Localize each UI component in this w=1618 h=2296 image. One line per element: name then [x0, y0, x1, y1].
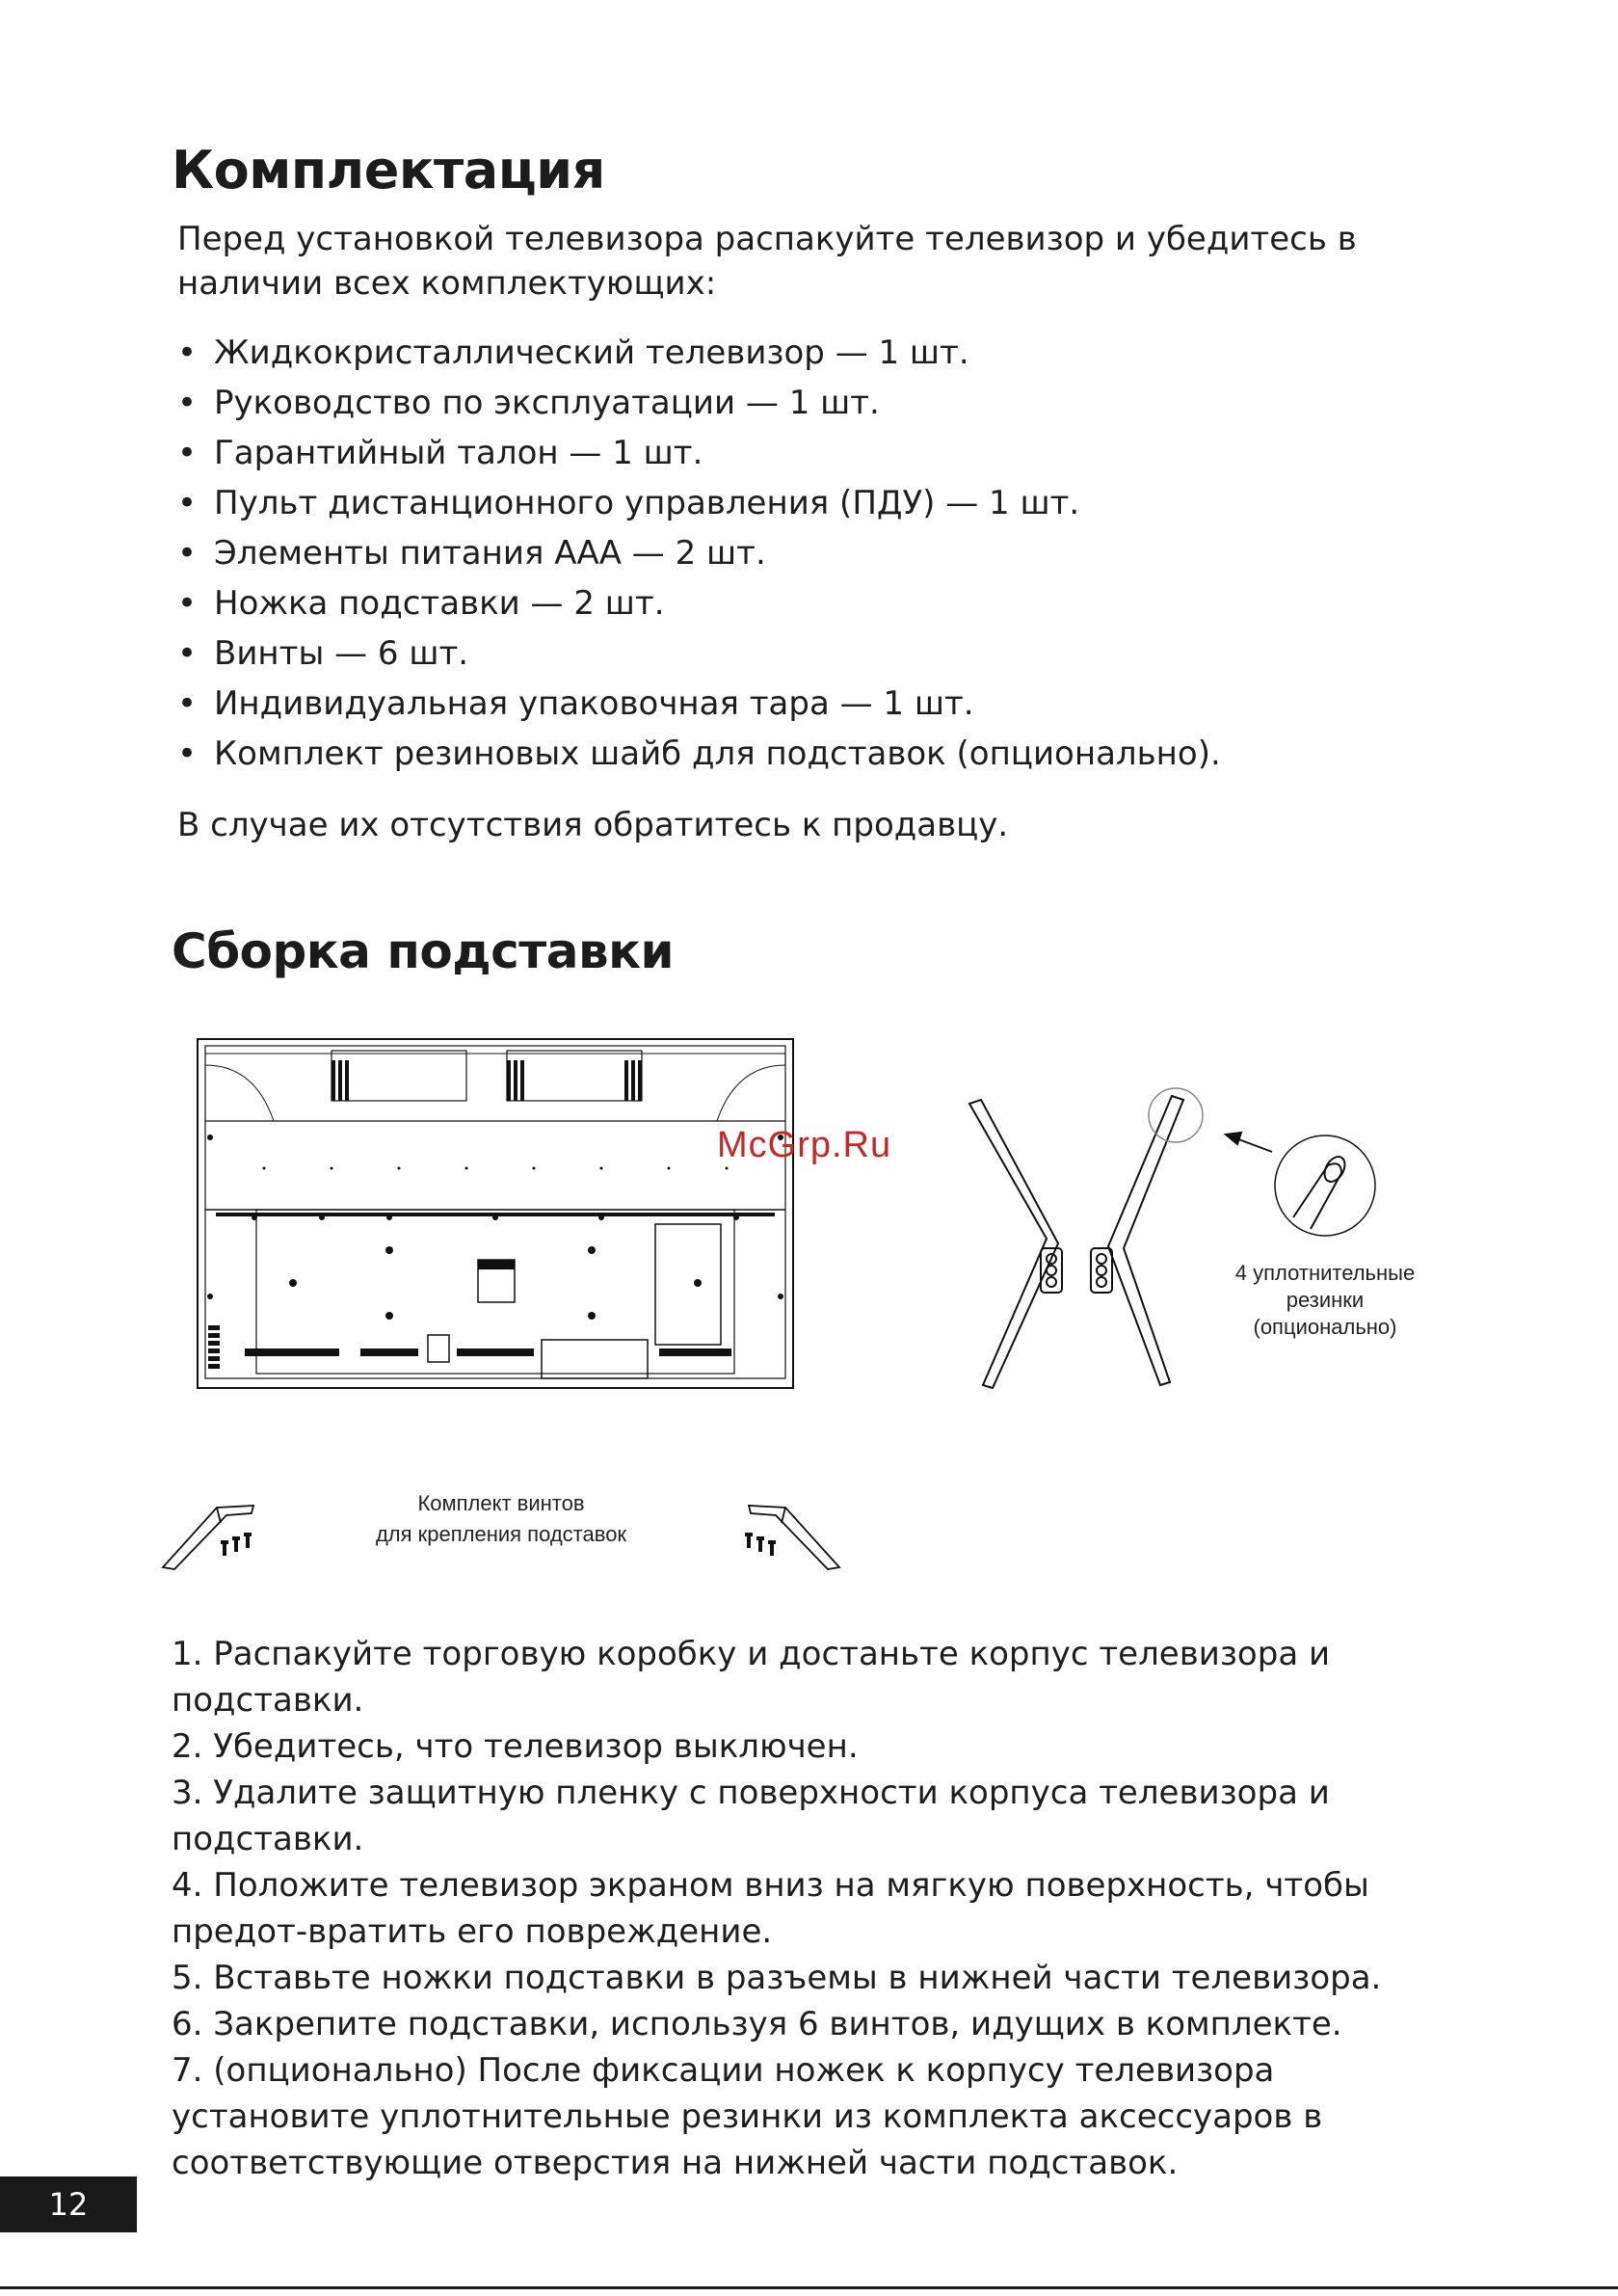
- step-item: 1. Распакуйте торговую коробку и достаньте корпус телевизора и подставки.: [172, 1635, 1331, 1720]
- list-item: • Элементы питания ААА — 2 шт.: [177, 528, 1221, 578]
- page-number: 12: [0, 2176, 137, 2232]
- bullet: •: [177, 634, 198, 673]
- screw-set-left-illustration: [159, 1494, 265, 1571]
- screw-set-right-illustration: [737, 1494, 845, 1571]
- stand-legs-illustration: [954, 1084, 1388, 1398]
- step-item: 5. Вставьте ножки подставки в разъемы в нижней части телевизора.: [172, 1959, 1382, 1997]
- step-item: 6. Закрепите подставки, используя 6 винтов, идущих в комплекте.: [172, 2005, 1342, 2043]
- bottom-rule: [0, 2286, 1618, 2289]
- list-item: • Комплект резиновых шайб для подставок (опционально).: [177, 729, 1221, 779]
- intro-paragraph: Перед установкой телевизора распакуйте телевизор и убедитесь в наличии всех комплектующих:: [177, 220, 1357, 303]
- bullet: •: [177, 334, 198, 372]
- bullet: •: [177, 534, 198, 573]
- bullet: •: [177, 734, 198, 773]
- rubber-caption: 4 уплотнительные резинки (опционально): [1234, 1261, 1416, 1339]
- list-item: • Гарантийный талон — 1 шт.: [177, 428, 1221, 478]
- list-item: • Индивидуальная упаковочная тара — 1 шт.: [177, 679, 1221, 729]
- list-item: • Ножка подставки — 2 шт.: [177, 578, 1221, 628]
- tv-back-illustration: [197, 1036, 796, 1393]
- assembly-steps: [172, 1631, 1453, 2186]
- section-title-assembly: Сборка подставки: [172, 923, 675, 979]
- step-item: 2. Убедитесь, что телевизор выключен.: [172, 1727, 859, 1766]
- list-item: • Пульт дистанционного управления (ПДУ) — 1 шт.: [177, 478, 1221, 528]
- section-title-contents: Комплектация: [172, 140, 605, 200]
- bullet: •: [177, 434, 198, 472]
- screws-caption: Комплект винтов для крепления подставок: [375, 1491, 627, 1546]
- list-item: • Руководство по эксплуатации — 1 шт.: [177, 378, 1221, 428]
- bullet: •: [177, 484, 198, 522]
- bullet: •: [177, 584, 198, 623]
- bullet: •: [177, 384, 198, 422]
- list-item: • Винты — 6 шт.: [177, 628, 1221, 679]
- step-item: 7. (опционально) После фиксации ножек к корпусу телевизора установите уплотнительные резинки из комплекта аксессуаров в соответствующие отверстия на нижней части подставок.: [172, 2051, 1323, 2182]
- step-item: 4. Положите телевизор экраном вниз на мягкую поверхность, чтобы предот-вратить его повреждение.: [172, 1866, 1369, 1951]
- contents-list: [177, 328, 1221, 779]
- missing-items-note: В случае их отсутствия обратитесь к продавцу.: [177, 806, 1009, 844]
- step-item: 3. Удалите защитную пленку с поверхности корпуса телевизора и подставки.: [172, 1774, 1330, 1858]
- bullet: •: [177, 684, 198, 723]
- list-item: • Жидкокристаллический телевизор — 1 шт.: [177, 328, 1221, 378]
- watermark: McGrp.Ru: [717, 1125, 892, 1165]
